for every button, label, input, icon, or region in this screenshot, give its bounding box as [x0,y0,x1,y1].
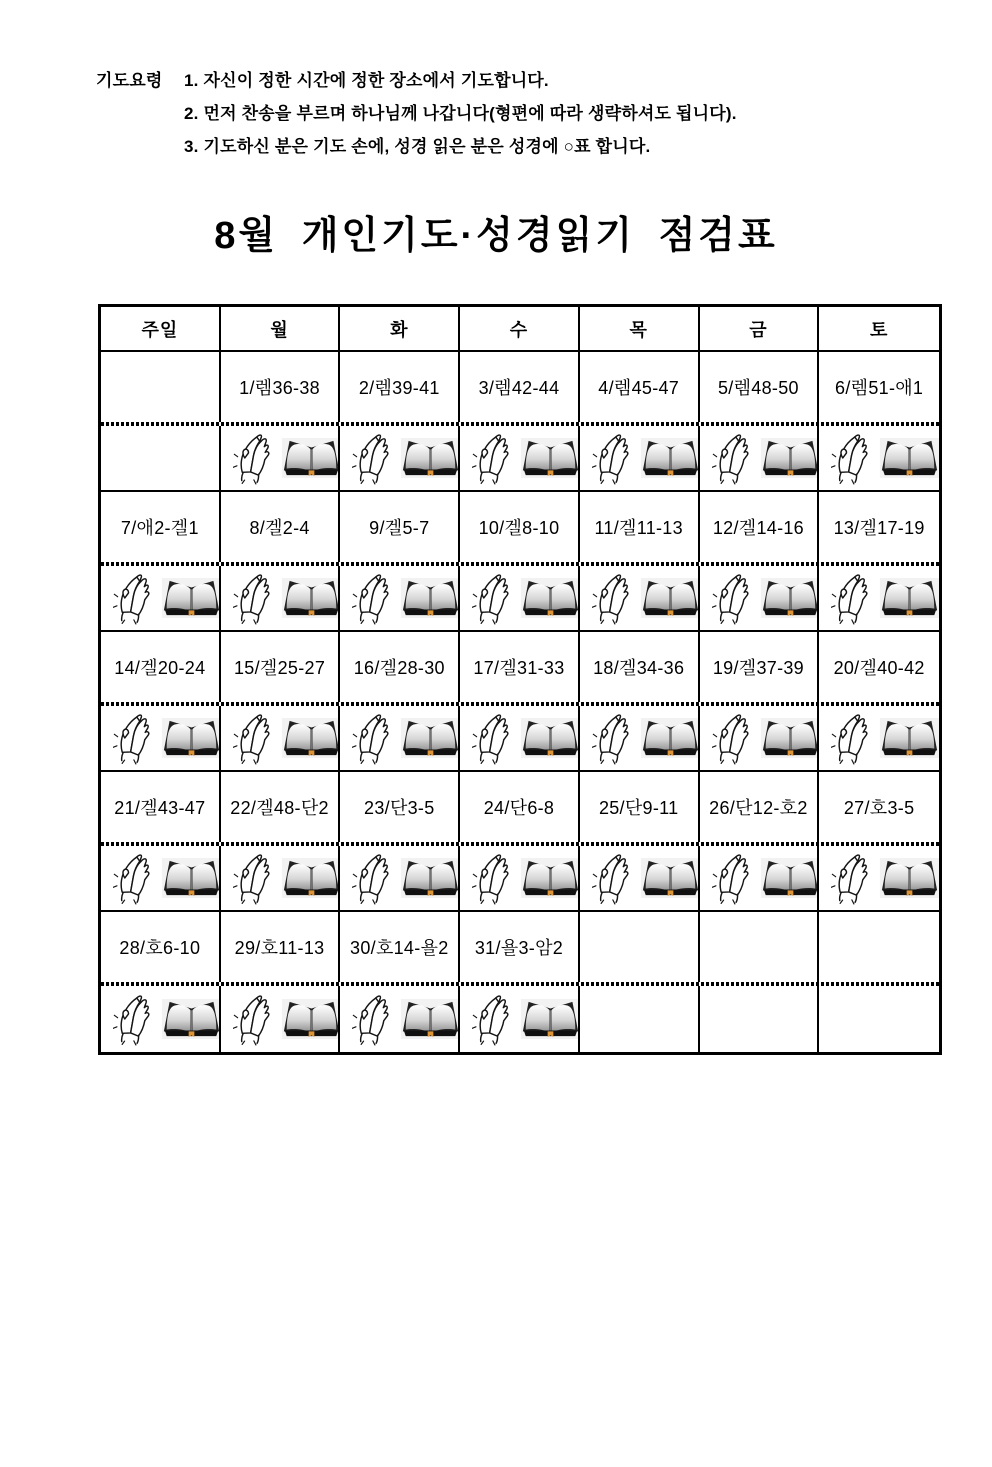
praying-hands-icon [352,432,392,485]
praying-hands-icon [712,572,752,625]
check-cell [221,426,341,492]
praying-hands-icon [472,712,512,765]
praying-hands-icon [233,712,273,765]
check-cell [580,846,700,912]
check-cell [340,426,460,492]
date-cell: 3/렘42-44 [460,352,580,422]
open-bible-icon [400,437,460,479]
open-bible-icon [400,998,460,1040]
check-cell [819,846,939,912]
open-bible-icon [400,577,460,619]
prayer-instructions [96,64,992,163]
checklist-page [0,64,992,1467]
open-bible-icon [281,717,341,759]
check-cell [460,986,580,1052]
date-cell: 11/겔11-13 [580,492,700,562]
check-cell [340,566,460,632]
check-cell [221,986,341,1052]
praying-hands-icon [113,852,153,905]
check-cell [340,986,460,1052]
date-cell: 26/단12-호2 [700,772,820,842]
open-bible-icon [879,857,939,899]
praying-hands-icon [712,432,752,485]
date-cell: 12/겔14-16 [700,492,820,562]
open-bible-icon [640,857,700,899]
date-cell: 29/호11-13 [221,912,341,982]
open-bible-icon [161,717,221,759]
date-cell-empty [580,912,700,982]
instructions-label-spacer [96,97,184,130]
check-cell [580,566,700,632]
date-cell: 30/호14-욜2 [340,912,460,982]
open-bible-icon [879,577,939,619]
date-cell: 6/렘51-애1 [835,378,924,398]
date-cell: 10/겔8-10 [460,492,580,562]
praying-hands-icon [233,432,273,485]
instruction-line [96,64,992,97]
open-bible-icon [760,577,820,619]
date-cell: 1/렘36-38 [221,352,341,422]
date-cell: 14/겔20-24 [101,632,221,702]
instructions-label: 기도요령 [96,71,163,90]
date-cell: 17/겔31-33 [460,632,580,702]
check-cell [819,426,939,492]
open-bible-icon [400,717,460,759]
praying-hands-icon [592,852,632,905]
praying-hands-icon [113,993,153,1046]
praying-hands-icon [472,852,512,905]
check-cell [221,566,341,632]
open-bible-icon [520,437,580,479]
praying-hands-icon [592,712,632,765]
open-bible-icon [161,577,221,619]
open-bible-icon [161,998,221,1040]
instruction-line [96,97,992,130]
check-cell-empty [580,986,700,1052]
date-cell: 20/겔40-42 [833,658,925,678]
praying-hands-icon [113,572,153,625]
date-cell: 21/겔43-47 [101,772,221,842]
check-cell [580,426,700,492]
check-cell [101,706,221,772]
praying-hands-icon [831,572,871,625]
day-header: 금 [700,307,820,352]
check-cell [700,566,820,632]
open-bible-icon [640,437,700,479]
day-header: 월 [221,307,341,352]
praying-hands-icon [113,712,153,765]
date-cell: 19/겔37-39 [700,632,820,702]
praying-hands-icon [592,572,632,625]
open-bible-icon [281,437,341,479]
check-cell [340,706,460,772]
praying-hands-icon [352,712,392,765]
check-cell [221,706,341,772]
instruction-line [96,130,992,163]
open-bible-icon [760,437,820,479]
day-header: 화 [340,307,460,352]
check-cell [819,566,939,632]
open-bible-icon [520,857,580,899]
date-cell-empty [819,912,939,982]
check-cell [460,706,580,772]
praying-hands-icon [592,432,632,485]
open-bible-icon [879,437,939,479]
date-cell: 4/렘45-47 [580,352,700,422]
date-cell: 7/애2-겔1 [101,492,221,562]
checklist-table [98,304,942,1055]
check-cell [101,846,221,912]
day-header: 주일 [101,307,221,352]
open-bible-icon [161,857,221,899]
date-cell: 31/욜3-암2 [460,912,580,982]
check-cell [101,566,221,632]
praying-hands-icon [233,993,273,1046]
praying-hands-icon [712,712,752,765]
check-cell [700,846,820,912]
date-cell: 2/렘39-41 [340,352,460,422]
check-cell [460,846,580,912]
check-cell [580,706,700,772]
open-bible-icon [760,717,820,759]
check-cell [460,426,580,492]
open-bible-icon [879,717,939,759]
instruction-text: 1. 자신이 정한 시간에 정한 장소에서 기도합니다. [184,71,549,90]
open-bible-icon [640,577,700,619]
open-bible-icon [281,998,341,1040]
day-header: 수 [460,307,580,352]
praying-hands-icon [472,432,512,485]
praying-hands-icon [831,712,871,765]
date-cell: 15/겔25-27 [221,632,341,702]
praying-hands-icon [472,993,512,1046]
check-cell-empty [819,986,939,1052]
day-header: 토 [819,307,939,352]
instruction-text: 3. 기도하신 분은 기도 손에, 성경 읽은 분은 성경에 ○표 합니다. [184,137,651,156]
praying-hands-icon [712,852,752,905]
praying-hands-icon [352,852,392,905]
date-cell: 9/겔5-7 [340,492,460,562]
date-cell: 27/호3-5 [843,798,915,818]
check-cell [700,706,820,772]
date-cell: 25/단9-11 [580,772,700,842]
instruction-text: 2. 먼저 찬송을 부르며 하나님께 나갑니다(형편에 따라 생략하셔도 됩니다). [184,104,737,123]
check-cell [221,846,341,912]
open-bible-icon [640,717,700,759]
check-cell-empty [700,986,820,1052]
date-cell: 5/렘48-50 [700,352,820,422]
date-cell: 13/겔17-19 [833,518,925,538]
date-cell: 8/겔2-4 [221,492,341,562]
open-bible-icon [520,717,580,759]
check-cell [460,566,580,632]
open-bible-icon [400,857,460,899]
date-cell: 22/겔48-단2 [221,772,341,842]
praying-hands-icon [831,432,871,485]
date-cell-empty [101,352,221,422]
open-bible-icon [520,577,580,619]
date-cell: 24/단6-8 [460,772,580,842]
check-cell [700,426,820,492]
praying-hands-icon [831,852,871,905]
praying-hands-icon [233,852,273,905]
check-cell [340,846,460,912]
page-title: 8월 개인기도·성경읽기 점검표 [214,215,778,257]
date-cell: 16/겔28-30 [340,632,460,702]
date-cell: 28/호6-10 [101,912,221,982]
date-cell: 18/겔34-36 [580,632,700,702]
open-bible-icon [281,577,341,619]
date-cell: 23/단3-5 [340,772,460,842]
instructions-label-spacer [96,130,184,163]
praying-hands-icon [233,572,273,625]
check-cell [101,986,221,1052]
open-bible-icon [281,857,341,899]
open-bible-icon [520,998,580,1040]
check-cell-empty [101,426,221,492]
date-cell-empty [700,912,820,982]
day-header: 목 [580,307,700,352]
open-bible-icon [760,857,820,899]
praying-hands-icon [472,572,512,625]
check-cell [819,706,939,772]
praying-hands-icon [352,993,392,1046]
praying-hands-icon [352,572,392,625]
